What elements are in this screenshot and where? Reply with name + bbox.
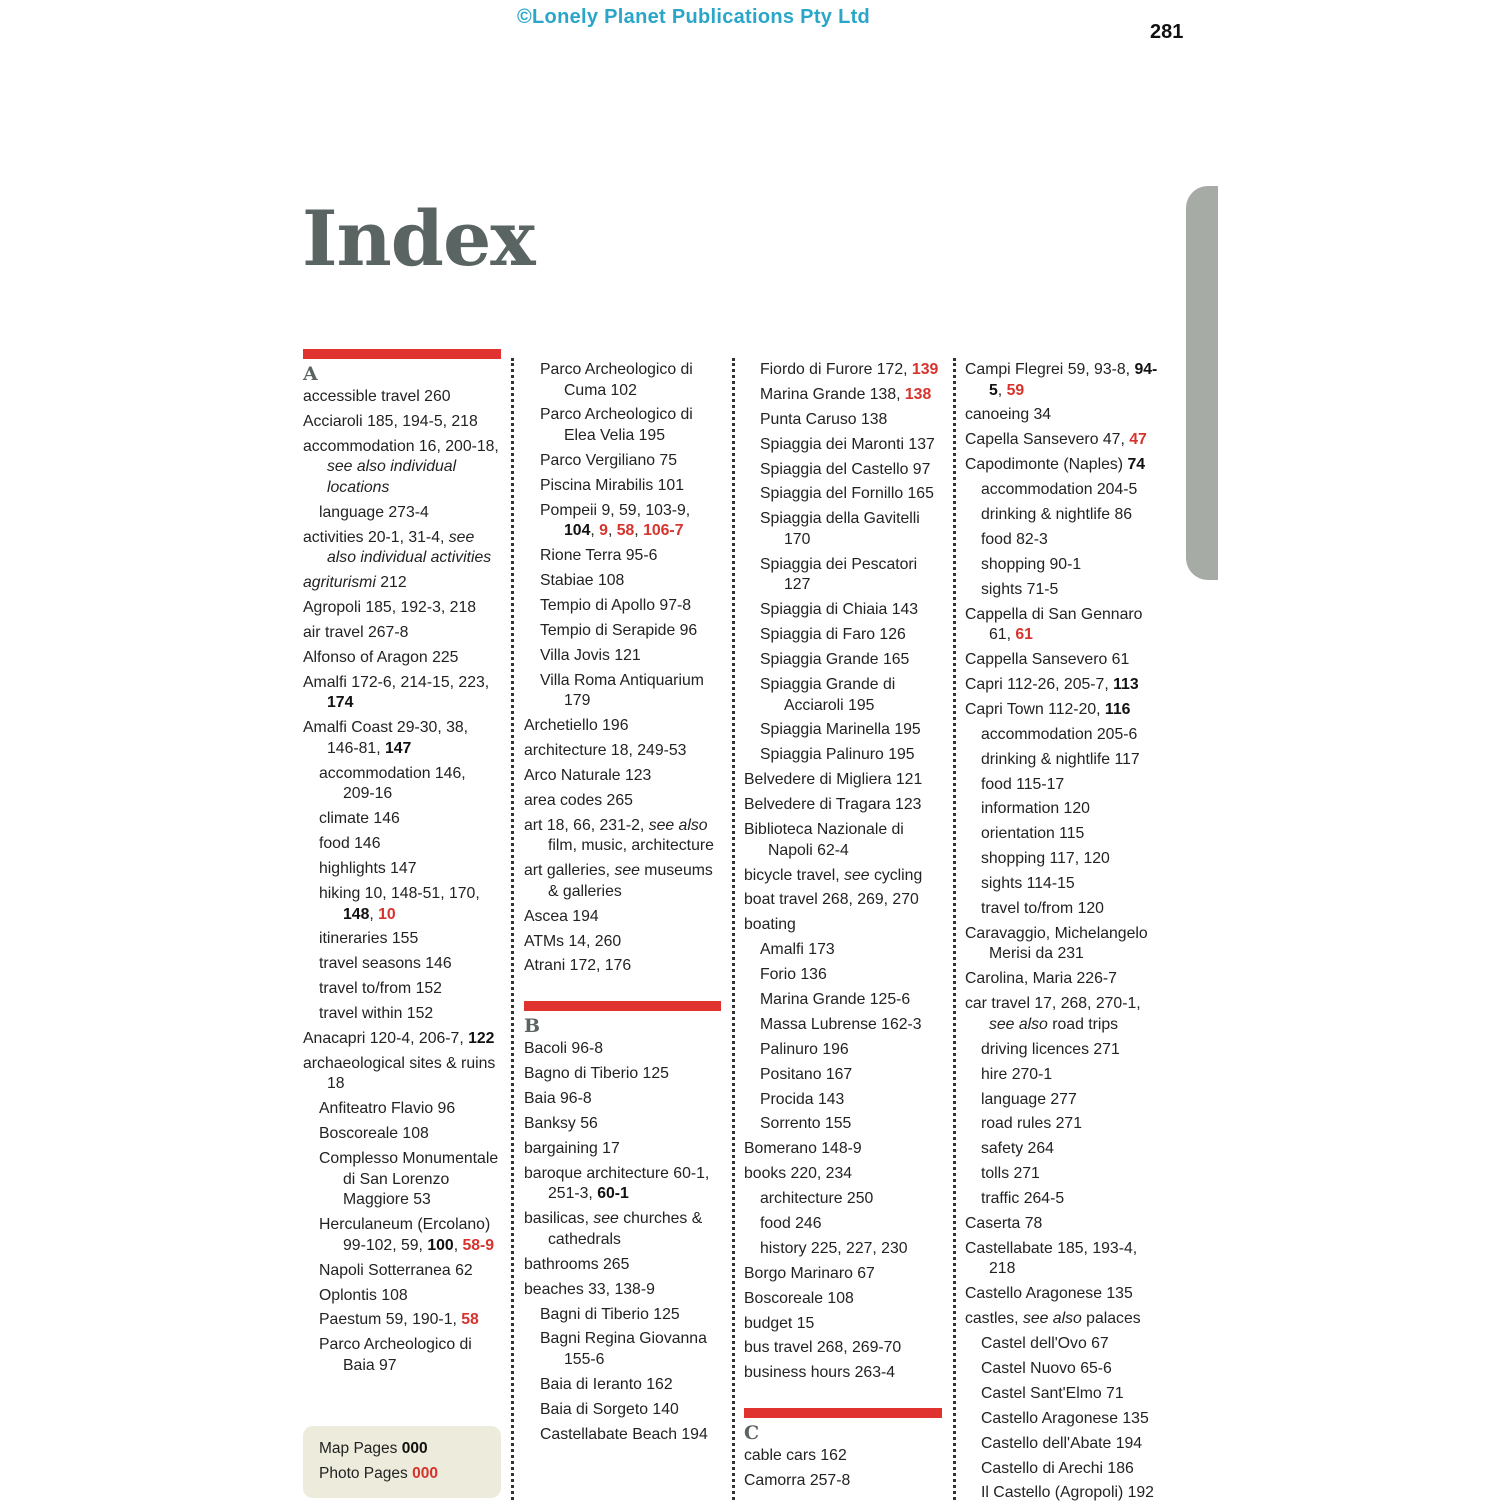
index-entry: Bacoli 96-8 (524, 1040, 604, 1058)
index-entry: boat travel 268, 269, 270 (744, 891, 919, 909)
photo-page-ref: 61 (1015, 626, 1033, 644)
index-entry: Baia 96-8 (524, 1090, 592, 1108)
index-subentry: Castel Nuovo 65-6 (981, 1360, 1112, 1378)
index-subentry: Bagni di Tiberio 125 (540, 1305, 680, 1323)
index-entry: agriturismi 212 (303, 574, 407, 592)
index-subentry: itineraries 155 (319, 930, 419, 948)
index-subentry: sights 114-15 (981, 875, 1075, 893)
index-entry: Campi Flegrei 59, 93-8, 94-5, 59 (965, 361, 1158, 399)
index-entry: Biblioteca Nazionale di Napoli 62-4 (744, 821, 904, 859)
index-subentry: shopping 90-1 (981, 555, 1082, 573)
index-subentry: Piscina Mirabilis 101 (540, 476, 684, 494)
index-entry: Caravaggio, Michelangelo Merisi da 231 (965, 924, 1148, 963)
index-entry: Alfonso of Aragon 225 (303, 648, 459, 666)
index-subentry: Herculaneum (Ercolano) 99-102, 59, 100, 58-9 (319, 1216, 495, 1254)
index-subentry: Spiaggia Grande 165 (760, 651, 910, 669)
index-subentry: history 225, 227, 230 (760, 1239, 908, 1257)
index-entry: bathrooms 265 (524, 1255, 630, 1273)
letter-heading: C (744, 1422, 760, 1445)
index-entry: Belvedere di Tragara 123 (744, 796, 922, 814)
index-subentry: food 115-17 (981, 775, 1065, 793)
map-page-ref: 74 (1127, 456, 1146, 474)
index-subentry: Punta Caruso 138 (760, 410, 888, 428)
index-column-1 (303, 349, 501, 1381)
index-entry: Archetiello 196 (524, 717, 629, 735)
index-entry: Capella Sansevero 47, 47 (965, 431, 1147, 449)
index-subentry: traffic 264-5 (981, 1190, 1065, 1208)
index-entry: activities 20-1, 31-4, see also individual activities (303, 528, 492, 567)
index-subentry: food 146 (319, 835, 381, 853)
map-page-ref: 174 (327, 694, 354, 712)
index-entry: boating (744, 916, 796, 934)
index-subentry: hire 270-1 (981, 1065, 1053, 1083)
index-subentry: drinking & nightlife 86 (981, 506, 1133, 524)
index-subentry: food 82-3 (981, 530, 1048, 548)
index-column-2 (524, 360, 721, 1450)
index-entry: budget 15 (744, 1314, 815, 1332)
map-page-ref: 122 (468, 1029, 495, 1047)
index-entry: Camorra 257-8 (744, 1472, 851, 1490)
index-entry: books 220, 234 (744, 1165, 853, 1183)
index-entry: Castello Aragonese 135 (965, 1285, 1133, 1303)
map-page-ref: 100 (427, 1236, 454, 1254)
photo-page-ref: 59 (1006, 381, 1025, 399)
index-subentry: Tempio di Serapide 96 (540, 621, 698, 639)
index-subentry: Boscoreale 108 (319, 1125, 429, 1143)
index-subentry: Tempio di Apollo 97-8 (540, 597, 692, 615)
index-entry: Boscoreale 108 (744, 1289, 854, 1307)
index-subentry: Spiaggia Marinella 195 (760, 721, 921, 739)
index-subentry: Spiaggia del Fornillo 165 (760, 485, 934, 503)
index-subentry: hiking 10, 148-51, 170, 148, 10 (319, 884, 480, 923)
photo-page-ref: 58 (461, 1311, 479, 1329)
index-subentry: Pompeii 9, 59, 103-9, 104, 9, 58, 106-7 (540, 501, 691, 540)
index-entry: baroque architecture 60-1, 251-3, 60-1 (524, 1164, 710, 1203)
index-entry: castles, see also palaces (965, 1310, 1141, 1328)
map-pages-key (319, 1440, 428, 1458)
page-number: 281 (1150, 21, 1184, 43)
index-subentry: Fiordo di Furore 172, 139 (760, 361, 939, 378)
index-subentry: sights 71-5 (981, 580, 1059, 598)
index-subentry: highlights 147 (319, 860, 417, 878)
index-entry: Bomerano 148-9 (744, 1140, 862, 1158)
letter-heading: A (303, 363, 318, 385)
index-subentry: Sorrento 155 (760, 1115, 852, 1133)
index-subentry: driving licences 271 (981, 1040, 1120, 1058)
index-subentry: Procida 143 (760, 1090, 845, 1108)
index-entry: ATMs 14, 260 (524, 932, 622, 950)
index-entry: Cappella di San Gennaro 61, 61 (965, 605, 1143, 644)
index-entry: accessible travel 260 (303, 388, 451, 405)
index-subentry: Massa Lubrense 162-3 (760, 1015, 922, 1033)
map-page-ref: 104 (564, 522, 591, 540)
index-entry: Caserta 78 (965, 1214, 1043, 1232)
index-subentry: Anfiteatro Flavio 96 (319, 1100, 456, 1118)
index-subentry: language 273-4 (319, 503, 429, 521)
index-entry: architecture 18, 249-53 (524, 742, 687, 760)
index-subentry: Paestum 59, 190-1, 58 (319, 1311, 479, 1329)
index-subentry: Villa Roma Antiquarium 179 (540, 671, 704, 710)
index-subentry: Complesso Monumentale di San Lorenzo Maggiore 53 (319, 1150, 499, 1209)
index-entry: area codes 265 (524, 791, 633, 809)
photo-page-ref: 138 (904, 385, 932, 403)
index-subentry: Castello dell'Abate 194 (981, 1434, 1143, 1452)
index-entry: Borgo Marinaro 67 (744, 1264, 875, 1282)
photo-pages-key (319, 1465, 438, 1483)
index-subentry: accommodation 205-6 (981, 725, 1138, 743)
letter-heading: B (524, 1015, 541, 1038)
index-column-4 (965, 360, 1165, 1508)
index-entry: bicycle travel, see cycling (744, 866, 923, 884)
index-entry: Cappella Sansevero 61 (965, 651, 1130, 669)
index-entry: art 18, 66, 231-2, see also film, music, architecture (524, 816, 714, 855)
photo-page-ref: 106-7 (643, 522, 684, 540)
photo-page-ref: 139 (911, 361, 939, 378)
index-entry: car travel 17, 268, 270-1, see also road trips (965, 995, 1141, 1033)
index-entry: basilicas, see churches & cathedrals (524, 1210, 703, 1248)
map-page-ref: 94-5 (989, 361, 1158, 399)
index-subentry: Napoli Sotterranea 62 (319, 1261, 473, 1279)
map-page-ref: 113 (1113, 675, 1139, 693)
index-subentry: Parco Archeologico di Elea Velia 195 (540, 406, 693, 445)
index-subentry: Villa Jovis 121 (540, 646, 641, 664)
index-subentry: safety 264 (981, 1140, 1054, 1158)
index-subentry: Castel dell'Ovo 67 (981, 1335, 1109, 1353)
index-subentry: Spiaggia di Faro 126 (760, 626, 906, 644)
index-entry: archaeological sites & ruins 18 (303, 1054, 496, 1093)
index-entry: Carolina, Maria 226-7 (965, 970, 1117, 988)
column-divider (511, 358, 514, 1500)
photo-page-ref: 58 (616, 522, 635, 540)
index-subentry: travel within 152 (319, 1005, 434, 1023)
index-subentry: Spiaggia del Castello 97 (760, 460, 931, 478)
index-subentry: Oplontis 108 (319, 1286, 408, 1304)
index-subentry: Rione Terra 95-6 (540, 547, 658, 565)
index-subentry: Castel Sant'Elmo 71 (981, 1384, 1124, 1402)
index-subentry: travel to/from 152 (319, 980, 442, 998)
index-subentry: Spiaggia dei Maronti 137 (760, 435, 935, 453)
index-subentry: orientation 115 (981, 825, 1085, 843)
index-entry: Capri 112-26, 205-7, 113 (965, 675, 1139, 693)
column-divider (953, 358, 956, 1500)
index-subentry: Spiaggia Palinuro 195 (760, 746, 915, 764)
index-entry: Amalfi Coast 29-30, 38, 146-81, 147 (303, 719, 469, 757)
index-subentry: Spiaggia dei Pescatori 127 (760, 555, 918, 594)
index-entry: Castellabate 185, 193-4, 218 (965, 1239, 1138, 1278)
index-subentry: Marina Grande 138, 138 (760, 385, 932, 403)
index-entry: Amalfi 172-6, 214-15, 223, 174 (303, 673, 490, 712)
index-entry: bus travel 268, 269-70 (744, 1339, 902, 1357)
section-gap (524, 981, 721, 1001)
map-page-ref: 60-1 (597, 1185, 629, 1203)
letter-section-bar (303, 349, 501, 359)
index-entry: Anacapri 120-4, 206-7, 122 (303, 1029, 495, 1047)
map-page-ref: 147 (384, 739, 412, 757)
index-subentry: information 120 (981, 800, 1090, 818)
index-subentry: Baia di Ieranto 162 (540, 1375, 673, 1393)
index-entry: Atrani 172, 176 (524, 957, 632, 975)
index-entry: Belvedere di Migliera 121 (744, 771, 923, 789)
index-entry: canoeing 34 (965, 406, 1052, 424)
index-subentry: Castellabate Beach 194 (540, 1425, 708, 1443)
index-subentry: Positano 167 (760, 1065, 853, 1083)
index-subentry: travel seasons 146 (319, 955, 452, 973)
photo-pages-value: 000 (412, 1465, 438, 1482)
index-entry: accommodation 16, 200-18, see also individual locations (303, 437, 499, 496)
index-subentry: Spiaggia Grande di Acciaroli 195 (760, 675, 896, 714)
index-entry: art galleries, see museums & galleries (524, 862, 713, 900)
index-subentry: Parco Archeologico di Cuma 102 (540, 361, 693, 399)
index-subentry: Spiaggia della Gavitelli 170 (760, 510, 920, 548)
index-subentry: shopping 117, 120 (981, 850, 1110, 868)
index-subentry: tolls 271 (981, 1165, 1040, 1183)
map-page-ref: 116 (1104, 700, 1131, 718)
index-subentry: Marina Grande 125-6 (760, 990, 911, 1008)
index-subentry: Amalfi 173 (760, 941, 835, 959)
index-entry: Ascea 194 (524, 907, 599, 925)
index-entry: bargaining 17 (524, 1139, 620, 1157)
copyright-notice: ©Lonely Planet Publications Pty Ltd (517, 6, 871, 28)
index-entry: Capodimonte (Naples) 74 (965, 456, 1146, 474)
page-title: Index (302, 194, 535, 283)
letter-section-bar (524, 1001, 721, 1011)
section-gap (744, 1388, 942, 1408)
index-subentry: drinking & nightlife 117 (981, 750, 1140, 768)
index-subentry: accommodation 146, 209-16 (319, 764, 466, 803)
index-entry: Capri Town 112-20, 116 (965, 700, 1131, 718)
index-subentry: Stabiae 108 (540, 572, 625, 590)
index-subentry: Baia di Sorgeto 140 (540, 1400, 679, 1418)
index-subentry: Castello Aragonese 135 (981, 1409, 1149, 1427)
index-entry: Bagno di Tiberio 125 (524, 1065, 669, 1083)
index-subentry: Bagni Regina Giovanna 155-6 (540, 1330, 707, 1369)
photo-page-ref: 58-9 (462, 1236, 495, 1254)
map-pages-label: Map Pages (319, 1440, 398, 1457)
photo-page-ref: 10 (378, 905, 396, 923)
index-entry: Arco Naturale 123 (524, 766, 652, 784)
map-page-ref: 148 (343, 905, 370, 923)
index-entry: beaches 33, 138-9 (524, 1280, 655, 1298)
index-subentry: Spiaggia di Chiaia 143 (760, 601, 919, 619)
thumb-index-tab (1186, 186, 1218, 580)
index-subentry: Parco Vergiliano 75 (540, 451, 677, 469)
index-entry: Banksy 56 (524, 1115, 598, 1133)
index-entry: Acciaroli 185, 194-5, 218 (303, 412, 478, 430)
letter-section-bar (744, 1408, 942, 1418)
photo-page-ref: 47 (1129, 431, 1147, 449)
index-subentry: road rules 271 (981, 1115, 1082, 1133)
index-subentry: accommodation 204-5 (981, 481, 1138, 499)
index-subentry: architecture 250 (760, 1190, 874, 1208)
index-entry: business hours 263-4 (744, 1364, 896, 1382)
map-pages-value: 000 (401, 1440, 428, 1457)
index-subentry: Il Castello (Agropoli) 192 (981, 1484, 1154, 1502)
index-subentry: Forio 136 (760, 966, 827, 984)
index-subentry: travel to/from 120 (981, 900, 1104, 917)
index-column-3 (744, 360, 942, 1496)
index-entry: Agropoli 185, 192-3, 218 (303, 599, 477, 617)
index-subentry: Castello di Arechi 186 (981, 1459, 1134, 1477)
index-subentry: language 277 (981, 1090, 1077, 1108)
index-subentry: Parco Archeologico di Baia 97 (319, 1336, 472, 1374)
photo-page-ref: 9 (599, 522, 608, 540)
index-subentry: food 246 (760, 1214, 822, 1232)
photo-pages-label: Photo Pages (319, 1465, 408, 1482)
index-subentry: Palinuro 196 (760, 1040, 849, 1058)
index-entry: air travel 267-8 (303, 624, 409, 642)
index-entry: cable cars 162 (744, 1447, 847, 1465)
index-subentry: climate 146 (319, 810, 400, 828)
page-key-legend (303, 1426, 501, 1498)
column-divider (732, 358, 735, 1500)
